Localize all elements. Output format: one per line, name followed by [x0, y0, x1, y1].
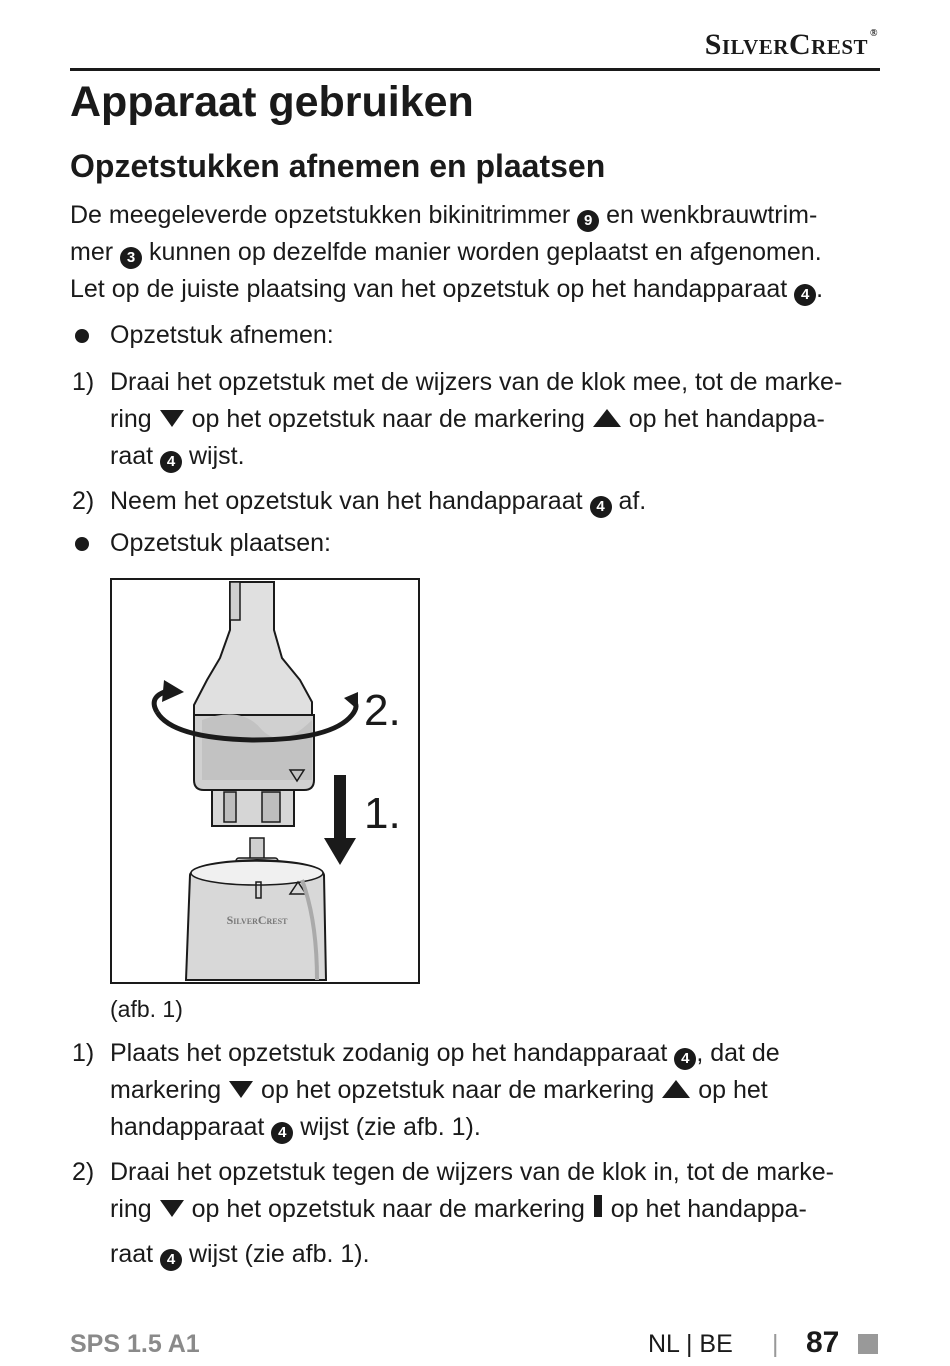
- page-marker-square: [858, 1334, 878, 1354]
- place-step-1-line-2: markering op het opzetstuk naar de markering op het: [110, 1076, 768, 1104]
- number-badge: 4: [271, 1122, 293, 1144]
- step-number: 2): [72, 487, 95, 515]
- intro-line-2: mer 3 kunnen op dezelfde manier worden geplaatst en afgenomen.: [70, 234, 822, 271]
- remove-step-1-line-1: Draai het opzetstuk met de wijzers van de klok mee, tot de marke-: [110, 368, 843, 396]
- figure-label-step-2: 2.: [364, 686, 401, 735]
- remove-step-1-line-3: raat 4 wijst.: [110, 438, 245, 475]
- number-badge: 4: [674, 1048, 696, 1070]
- place-heading: Opzetstuk plaatsen:: [110, 529, 331, 557]
- footer-separator: |: [772, 1330, 779, 1358]
- section-title: Opzetstukken afnemen en plaatsen: [70, 148, 606, 184]
- number-badge: 4: [160, 1249, 182, 1271]
- figure-caption: (afb. 1): [110, 996, 183, 1022]
- number-badge: 9: [577, 210, 599, 232]
- remove-step-2: Neem het opzetstuk van het handapparaat 4 af.: [110, 483, 646, 520]
- step-number: 1): [72, 1039, 95, 1067]
- number-badge: 4: [160, 451, 182, 473]
- triangle-up-icon: [661, 1079, 691, 1099]
- attachment-illustration: [112, 580, 418, 982]
- figure-attachment-placement: [110, 578, 420, 984]
- figure-label-step-1: 1.: [364, 789, 401, 838]
- remove-heading: Opzetstuk afnemen:: [110, 321, 334, 349]
- page-number: 87: [806, 1326, 840, 1359]
- bullet-dot: [75, 329, 89, 343]
- brand-logo: SilverCrest ®: [704, 28, 878, 61]
- triangle-down-icon: [228, 1079, 254, 1099]
- step-number: 1): [72, 368, 95, 396]
- place-step-2-line-1: Draai het opzetstuk tegen de wijzers van de klok in, tot de marke-: [110, 1158, 834, 1186]
- page-title: Apparaat gebruiken: [70, 78, 474, 126]
- step-number: 2): [72, 1158, 95, 1186]
- triangle-down-icon: [159, 408, 185, 428]
- place-step-2-line-3: raat 4 wijst (zie afb. 1).: [110, 1236, 370, 1273]
- bullet-dot: [75, 537, 89, 551]
- place-step-1-line-3: handapparaat 4 wijst (zie afb. 1).: [110, 1109, 481, 1146]
- place-step-2-line-2: ring op het opzetstuk naar de markering op het handappa-: [110, 1195, 807, 1223]
- number-badge: 4: [590, 496, 612, 518]
- model-number: SPS 1.5 A1: [70, 1330, 200, 1358]
- figure-brand-text: SilverCrest: [226, 913, 288, 927]
- intro-line-3: Let op de juiste plaatsing van het opzetstuk op het handapparaat 4 .: [70, 271, 823, 308]
- place-step-1-line-1: Plaats het opzetstuk zodanig op het handapparaat 4 , dat de: [110, 1035, 780, 1072]
- triangle-up-icon: [592, 408, 622, 428]
- intro-line-1: De meegeleverde opzetstukken bikinitrimmer 9 en wenkbrauwtrim-: [70, 197, 817, 234]
- number-badge: 4: [794, 284, 816, 306]
- language-code: NL | BE: [648, 1330, 733, 1358]
- number-badge: 3: [120, 247, 142, 269]
- bar-marker-icon: [592, 1194, 604, 1218]
- header-rule: [70, 68, 880, 71]
- triangle-down-icon: [159, 1198, 185, 1218]
- remove-step-1-line-2: ring op het opzetstuk naar de markering op het handappa-: [110, 405, 825, 433]
